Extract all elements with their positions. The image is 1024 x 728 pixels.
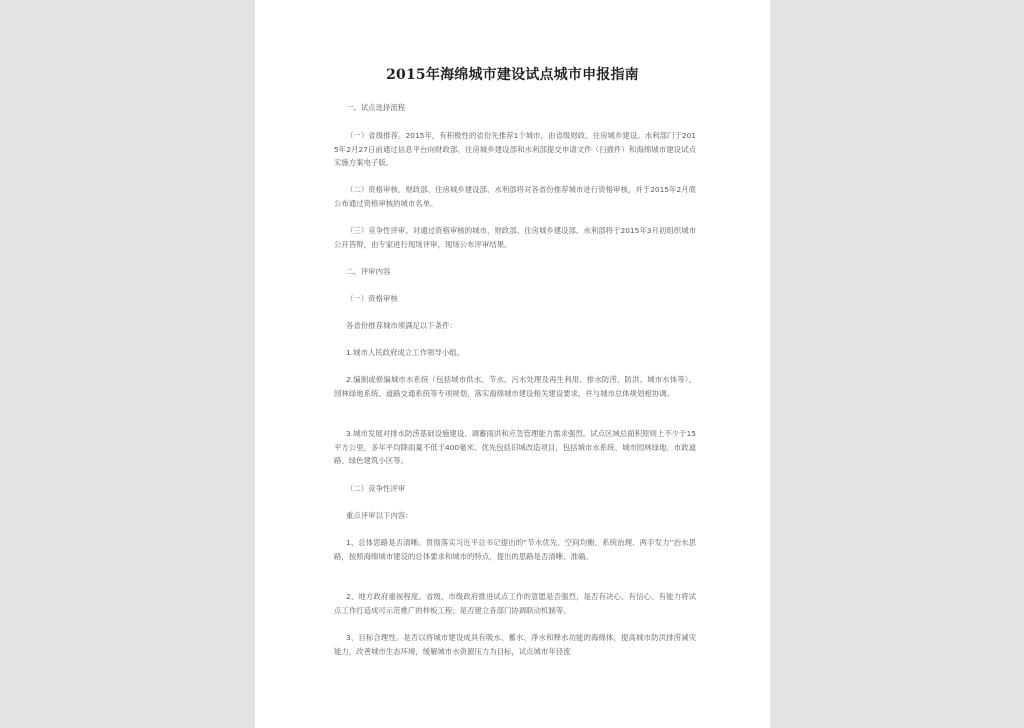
paragraph: （三）竞争性评审。对通过资格审核的城市，财政部、住房城乡建设部、水利部将于2015年3月初组织城市公开答辩，由专家进行现场评审，现场公布评审结果。 (334, 226, 696, 249)
paragraph: 各省份推荐城市须满足以下条件： (346, 321, 457, 330)
subsection-heading: （二）竞争性评审 (346, 484, 406, 493)
list-item: 2、地方政府重视程度。省级、市级政府推进试点工作的意愿是否强烈，是否有决心、有信心、有能力将试点工作打造成可示范推广的样板工程；是否建立各部门协调联动机制等。 (334, 592, 696, 615)
document-page (255, 0, 770, 728)
paragraph: （二）资格审核。财政部、住房城乡建设部、水利部将对各省份推荐城市进行资格审核，并于2015年2月底公布通过资格审核的城市名单。 (334, 185, 696, 208)
section-heading: 二、评审内容 (346, 267, 391, 276)
list-item: 3.城市发展对排水防涝基础设施建设、调蓄雨洪和应急管理能力需求强烈。试点区域总面积原则上不少于15平方公里，多年平均降雨量不低于400毫米。优先包括旧城改造项目，包括城市水系统、城市园林绿地、市政道路、绿色建筑小区等。 (334, 429, 696, 465)
list-item: 2.编制或修编城市水系统（包括城市供水、节水、污水处理及再生利用、排水防涝、防洪、城市水体等）、园林绿地系统、道路交通系统等专项规划，落实海绵城市建设相关建设要求，并与城市总体规划相协调。 (334, 375, 696, 398)
paragraph: 重点评审以下内容： (346, 511, 413, 520)
list-item: 1.城市人民政府成立工作领导小组。 (346, 348, 464, 357)
paragraph: （一）省级推荐。2015年，有积极性的省份先推荐1个城市，由省级财政、住房城乡建设、水利部门于2015年2月27日前通过信息平台向财政部、住房城乡建设部和水利部提交申请文件（扫描件）和海绵城市建设试点实施方案电子版。 (334, 131, 696, 167)
list-item: 3、目标合理性。是否以将城市建设成具有吸水、蓄水、净水和释水功能的海绵体，提高城市防洪排涝减灾能力，改善城市生态环境，缓解城市水资源压力为目标，试点城市年径流 (334, 633, 696, 656)
document-title: 2015年海绵城市建设试点城市申报指南 (386, 67, 639, 83)
subsection-heading: （一）资格审核 (346, 294, 398, 303)
section-heading: 一、试点选择流程 (346, 103, 406, 112)
list-item: 1、总体思路是否清晰。贯彻落实习近平总书记提出的“节水优先、空间均衡、系统治理、两手发力”治水思路，按照海绵城市建设的总体要求和城市的特点，提出的思路是否清晰、准确。 (334, 538, 696, 561)
